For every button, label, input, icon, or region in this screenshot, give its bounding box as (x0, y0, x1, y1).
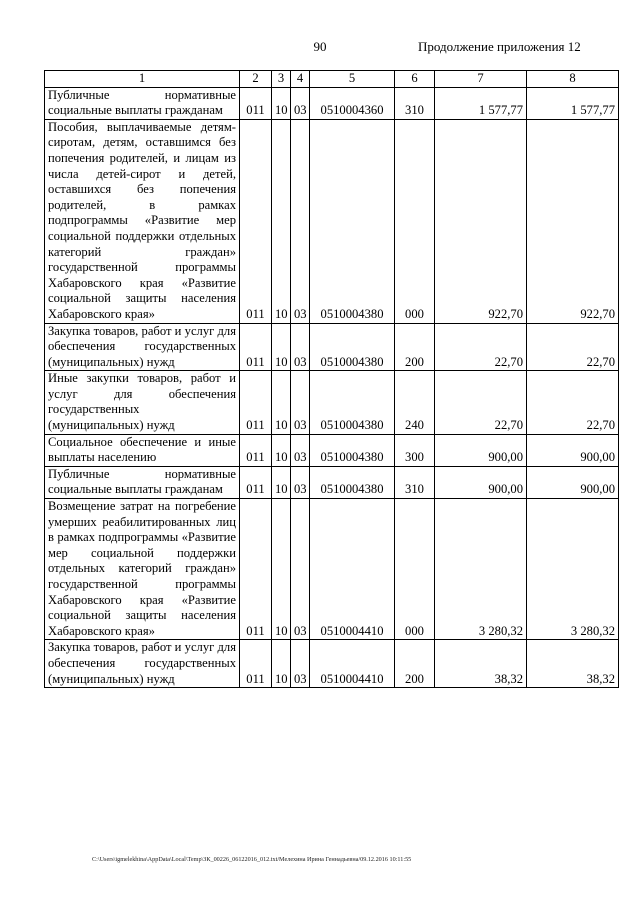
row-ministry-code: 011 (240, 371, 272, 434)
row-amount: 22,70 (435, 323, 527, 371)
row-amount-total: 900,00 (527, 466, 619, 498)
row-name: Возмещение затрат на погребение умерших реабилитированных лиц в рамках подпрограммы «Развитие мер социальной поддержки отдельных категорий граждан» государственной программы Хабаровского края «Развитие социальной защиты населения Хабаровского края» (45, 499, 240, 640)
row-ministry-code: 011 (240, 323, 272, 371)
table-row (45, 371, 619, 434)
row-name: Закупка товаров, работ и услуг для обеспечения государственных (муниципальных) нужд (45, 640, 240, 688)
row-amount-total: 1 577,77 (527, 87, 619, 119)
row-name: Закупка товаров, работ и услуг для обеспечения государственных (муниципальных) нужд (45, 323, 240, 371)
row-expense-type: 300 (395, 434, 435, 466)
row-name: Иные закупки товаров, работ и услуг для обеспечения государственных (муниципальных) нужд (45, 371, 240, 434)
column-header: 2 (240, 71, 272, 88)
row-amount: 3 280,32 (435, 499, 527, 640)
row-expense-type: 200 (395, 640, 435, 688)
row-amount-total: 922,70 (527, 119, 619, 323)
row-amount: 22,70 (435, 371, 527, 434)
row-amount-total: 900,00 (527, 434, 619, 466)
row-expense-type: 240 (395, 371, 435, 434)
row-name: Пособия, выплачиваемые детям-сиротам, детям, оставшимся без попечения родителей, и лицам из числа детей-сирот и детей, оставшихся без попечения родителей, в рамках подпрограммы «Развитие мер социальной поддержки отдельных категорий граждан» государственной программы Хабаровского края «Развитие социальной защиты населения Хабаровского края» (45, 119, 240, 323)
row-target-code: 0510004410 (310, 499, 395, 640)
continuation-title: Продолжение приложения 12 (418, 39, 581, 54)
column-header: 3 (272, 71, 291, 88)
row-subsection-code: 03 (291, 499, 310, 640)
row-section-code: 10 (272, 323, 291, 371)
row-amount: 1 577,77 (435, 87, 527, 119)
column-header: 7 (435, 71, 527, 88)
table-header-row (45, 71, 619, 88)
column-header: 8 (527, 71, 619, 88)
row-name: Социальное обеспечение и иные выплаты населению (45, 434, 240, 466)
row-amount: 900,00 (435, 434, 527, 466)
row-section-code: 10 (272, 466, 291, 498)
row-section-code: 10 (272, 87, 291, 119)
row-target-code: 0510004380 (310, 119, 395, 323)
row-expense-type: 000 (395, 499, 435, 640)
column-header: 1 (45, 71, 240, 88)
row-subsection-code: 03 (291, 371, 310, 434)
row-ministry-code: 011 (240, 640, 272, 688)
row-amount: 900,00 (435, 466, 527, 498)
row-amount: 38,32 (435, 640, 527, 688)
row-name: Публичные нормативные социальные выплаты гражданам (45, 466, 240, 498)
row-target-code: 0510004410 (310, 640, 395, 688)
row-ministry-code: 011 (240, 119, 272, 323)
row-expense-type: 310 (395, 87, 435, 119)
row-ministry-code: 011 (240, 466, 272, 498)
row-amount-total: 38,32 (527, 640, 619, 688)
row-section-code: 10 (272, 119, 291, 323)
row-section-code: 10 (272, 640, 291, 688)
table-row (45, 499, 619, 640)
table-row (45, 466, 619, 498)
table-row (45, 434, 619, 466)
row-subsection-code: 03 (291, 323, 310, 371)
row-target-code: 0510004380 (310, 323, 395, 371)
row-ministry-code: 011 (240, 434, 272, 466)
table-row (45, 87, 619, 119)
column-header: 6 (395, 71, 435, 88)
row-amount: 922,70 (435, 119, 527, 323)
row-expense-type: 200 (395, 323, 435, 371)
row-amount-total: 22,70 (527, 323, 619, 371)
column-header: 5 (310, 71, 395, 88)
row-name: Публичные нормативные социальные выплаты гражданам (45, 87, 240, 119)
table-row (45, 640, 619, 688)
row-subsection-code: 03 (291, 434, 310, 466)
row-expense-type: 000 (395, 119, 435, 323)
row-target-code: 0510004380 (310, 434, 395, 466)
row-ministry-code: 011 (240, 87, 272, 119)
row-section-code: 10 (272, 499, 291, 640)
table-row (45, 119, 619, 323)
row-target-code: 0510004380 (310, 371, 395, 434)
budget-table (44, 70, 619, 688)
table-row (45, 323, 619, 371)
row-subsection-code: 03 (291, 466, 310, 498)
page-number: 90 (313, 39, 327, 54)
column-header: 4 (291, 71, 310, 88)
row-subsection-code: 03 (291, 87, 310, 119)
row-target-code: 0510004360 (310, 87, 395, 119)
row-amount-total: 3 280,32 (527, 499, 619, 640)
row-section-code: 10 (272, 434, 291, 466)
row-target-code: 0510004380 (310, 466, 395, 498)
row-subsection-code: 03 (291, 119, 310, 323)
row-ministry-code: 011 (240, 499, 272, 640)
row-expense-type: 310 (395, 466, 435, 498)
footer-file-path: C:\Users\igmelekhina\AppData\Local\Temp\ЗК_00226_06122016_012.txt/Мелехина Ирина Геннадьевна/09.12.2016 10:11:55 (92, 856, 412, 863)
row-subsection-code: 03 (291, 640, 310, 688)
row-amount-total: 22,70 (527, 371, 619, 434)
row-section-code: 10 (272, 371, 291, 434)
